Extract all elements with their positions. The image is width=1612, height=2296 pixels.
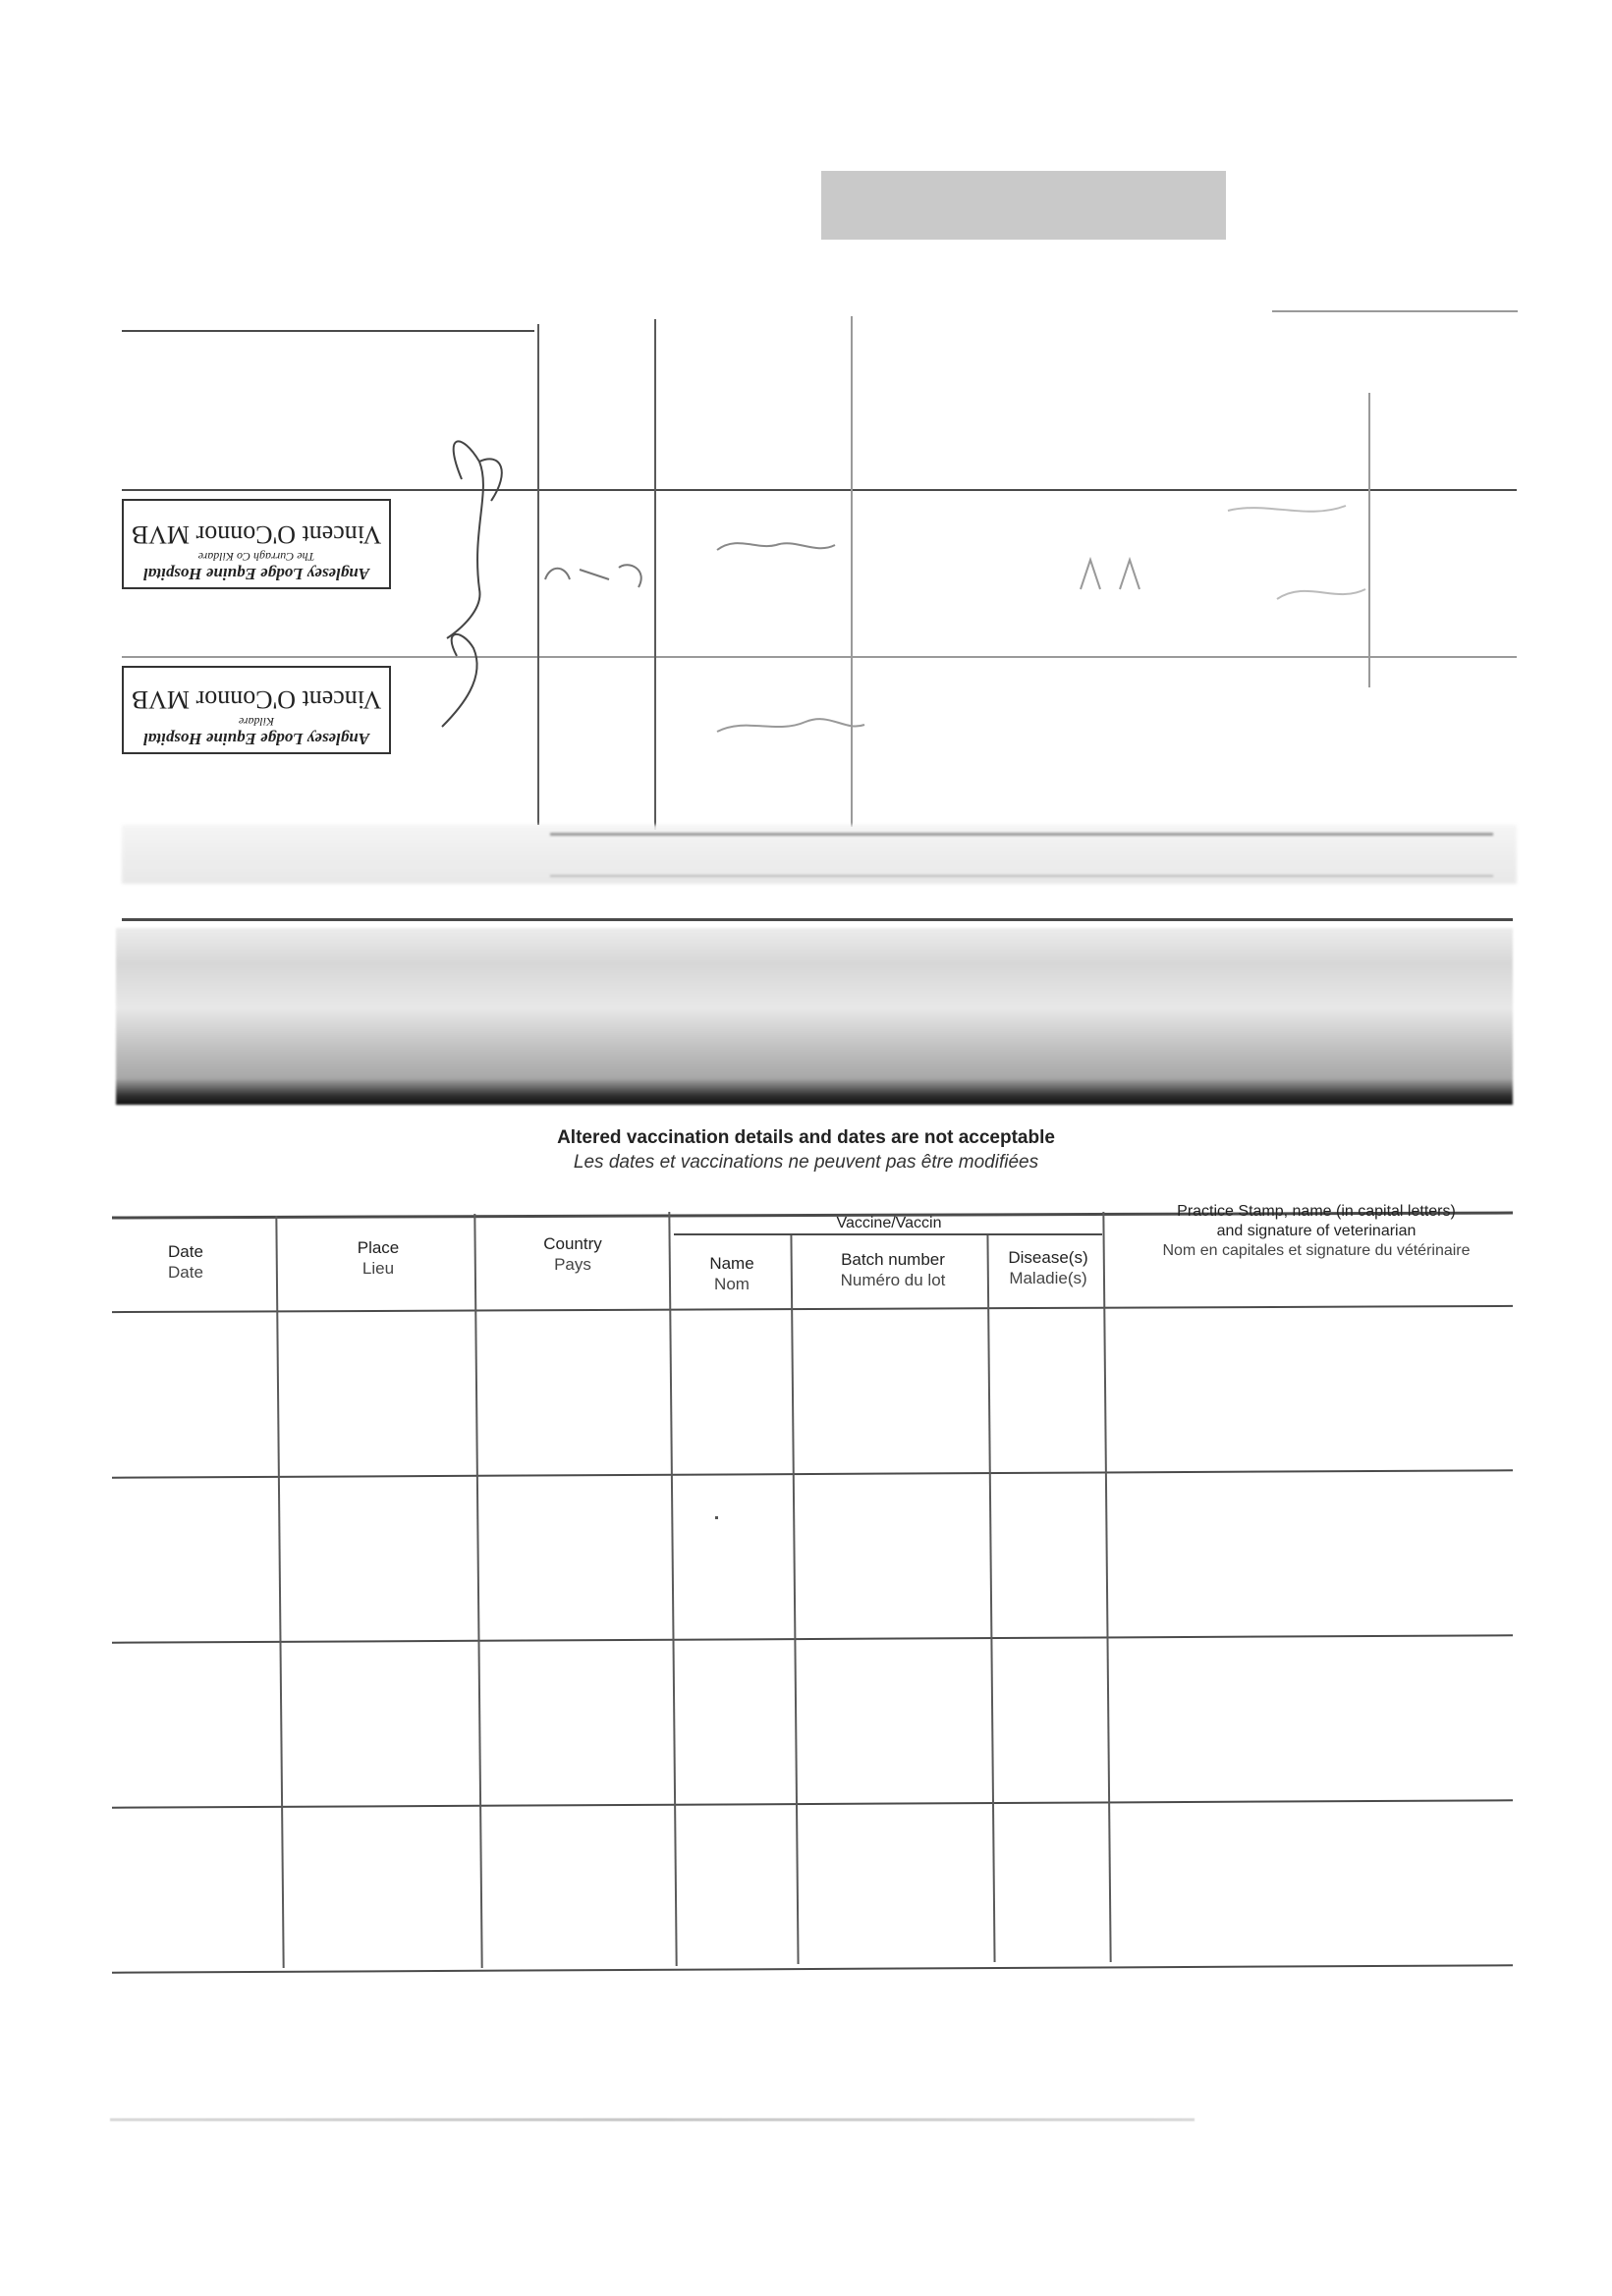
header-name [678,1253,786,1294]
header-stamp-en1: Practice Stamp, name (in capital letters) [1177,1203,1456,1220]
batch-number-cell[interactable] [798,1811,988,1962]
faded-header-lines [550,833,1493,877]
batch-number-cell[interactable] [798,1646,988,1797]
disease-cell[interactable] [994,1316,1104,1467]
handwritten-date-1 [545,565,641,587]
faded-mark-2 [1277,589,1365,599]
header-name-en: Name [709,1254,754,1273]
place-cell[interactable] [283,1811,475,1962]
header-disease-en: Disease(s) [1008,1248,1088,1267]
table-row [114,1477,1509,1636]
date-cell[interactable] [116,1316,277,1467]
place-cell[interactable] [283,1316,475,1467]
country-cell[interactable] [481,1481,670,1632]
header-place-en: Place [357,1238,400,1257]
stamp-hospital-name: Anglesey Lodge Equine Hospital [143,730,369,748]
date-cell[interactable] [116,1646,277,1797]
place-cell[interactable] [283,1481,475,1632]
upper-table-bottom-line [122,918,1513,921]
disease-cell[interactable] [994,1481,1104,1632]
header-stamp-fr: Nom en capitales et signature du vétérinaire [1162,1242,1471,1259]
table-row [114,1807,1509,1966]
stamp-address: The Curragh Co Kildare [197,550,315,564]
vet-signature-cell[interactable] [1110,1481,1507,1632]
notice-french: Les dates et vaccinations ne peuvent pas être modifiées [573,1152,1039,1173]
stamp-vet-name: Vincent O'Connor MVB [131,685,382,714]
stamp-vet-name: Vincent O'Connor MVB [131,520,382,549]
header-date [122,1241,250,1283]
vaccine-name-cell[interactable] [676,1481,792,1632]
country-cell[interactable] [481,1811,670,1962]
header-vaccine-group: Vaccine/Vaccin [836,1215,942,1231]
vet-signature-cell[interactable] [1110,1811,1507,1962]
header-country [509,1233,637,1275]
batch-number-cell[interactable] [798,1481,988,1632]
header-country-fr: Pays [554,1255,591,1274]
header-date-en: Date [168,1242,203,1261]
table-row [114,1312,1509,1471]
stamp-hospital-name: Anglesey Lodge Equine Hospital [143,565,369,583]
stamp-address: Kildare [238,715,275,729]
faded-mark-1 [1228,506,1346,512]
signature-1 [447,441,483,638]
header-stamp [1120,1202,1513,1261]
batch-number-cell[interactable] [798,1316,988,1467]
handwriting-strokes [0,0,1612,884]
smudged-band [116,928,1513,1105]
header-country-en: Country [543,1234,602,1253]
vaccine-name-cell[interactable] [676,1316,792,1467]
vet-signature-cell[interactable] [1110,1646,1507,1797]
country-cell[interactable] [481,1646,670,1797]
date-cell[interactable] [116,1481,277,1632]
header-batch [800,1249,986,1290]
header-disease [994,1247,1102,1288]
header-place [314,1237,442,1279]
handwritten-name-1 [1081,560,1140,589]
disease-cell[interactable] [994,1811,1104,1962]
vet-signature-cell[interactable] [1110,1316,1507,1467]
date-cell[interactable] [116,1811,277,1962]
handwritten-batch-1 [717,543,835,550]
vaccine-name-cell[interactable] [676,1646,792,1797]
header-disease-fr: Maladie(s) [1009,1269,1087,1287]
signature-2 [442,634,477,727]
notice-english: Altered vaccination details and dates are not acceptable [557,1127,1055,1148]
table-row [114,1642,1509,1801]
disease-cell[interactable] [994,1646,1104,1797]
vaccine-subheader-line [674,1233,1102,1235]
header-stamp-en2: and signature of veterinarian [1216,1223,1417,1239]
header-place-fr: Lieu [361,1259,395,1278]
header-batch-en: Batch number [841,1250,945,1269]
vaccine-name-cell[interactable] [676,1811,792,1962]
country-cell[interactable] [481,1316,670,1467]
place-cell[interactable] [283,1646,475,1797]
handwritten-batch-2 [717,719,864,732]
header-name-fr: Nom [714,1275,750,1293]
header-batch-fr: Numéro du lot [840,1271,946,1289]
page-bottom-line [110,2118,1195,2121]
header-date-fr: Date [168,1263,203,1282]
